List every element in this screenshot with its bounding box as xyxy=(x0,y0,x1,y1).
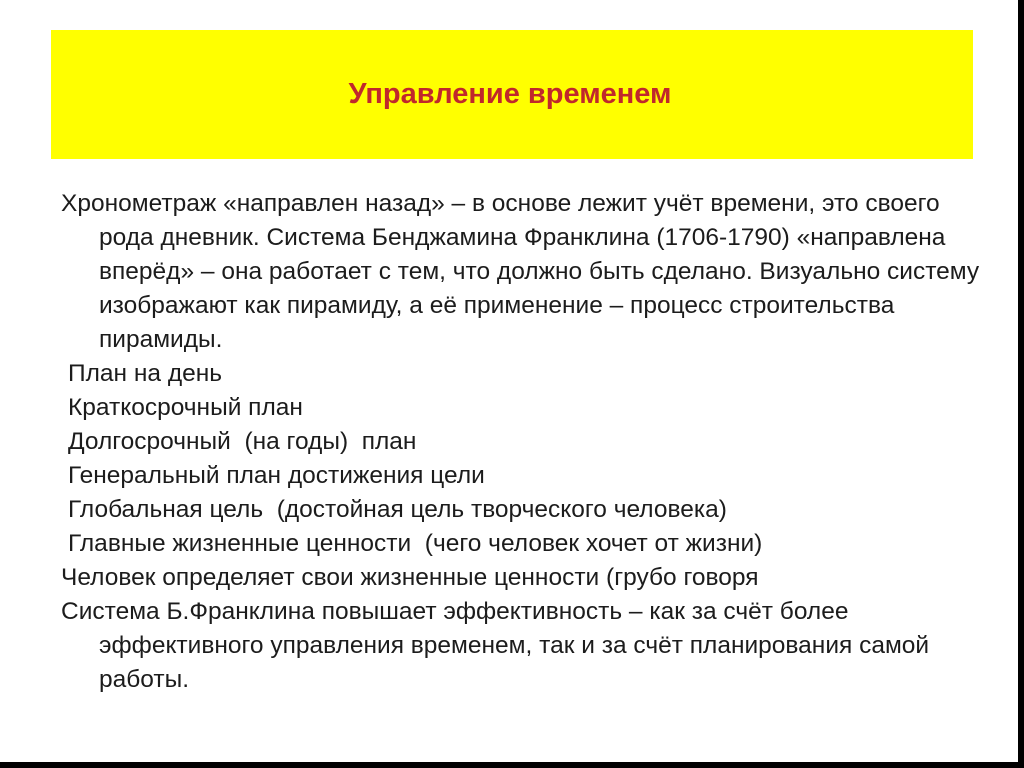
pyramid-level-life-values: Главные жизненные ценности (чего человек хочет от жизни) xyxy=(68,530,763,557)
pyramid-level-day-plan: План на день xyxy=(68,360,223,387)
intro-paragraph: Хронометраж «направлен назад» – в основе лежит учёт времени, это своего рода дневник. Система Бенджамина Франклина (1706-1790) «направлена вперёд» – она работает с тем, что должно быть сделано. Визуально систему изображают как пирамиду, а её применение – процесс строительства пирамиды. xyxy=(61,190,980,353)
pyramid-level-global-goal: Глобальная цель (достойная цель творческого человека) xyxy=(68,496,727,523)
pyramid-level-long-term-plan: Долгосрочный (на годы) план xyxy=(68,428,417,455)
title-bar xyxy=(51,30,973,159)
values-paragraph: Человек определяет свои жизненные ценности (грубо говоря xyxy=(61,564,759,591)
efficiency-paragraph: Система Б.Франклина повышает эффективность – как за счёт более эффективного управления временем, так и за счёт планирования самой работы. xyxy=(61,598,930,693)
slide-body xyxy=(61,187,991,697)
pyramid-level-master-plan: Генеральный план достижения цели xyxy=(68,462,485,489)
slide-title: Управление временем xyxy=(348,78,672,110)
pyramid-level-short-term-plan: Краткосрочный план xyxy=(68,394,303,421)
